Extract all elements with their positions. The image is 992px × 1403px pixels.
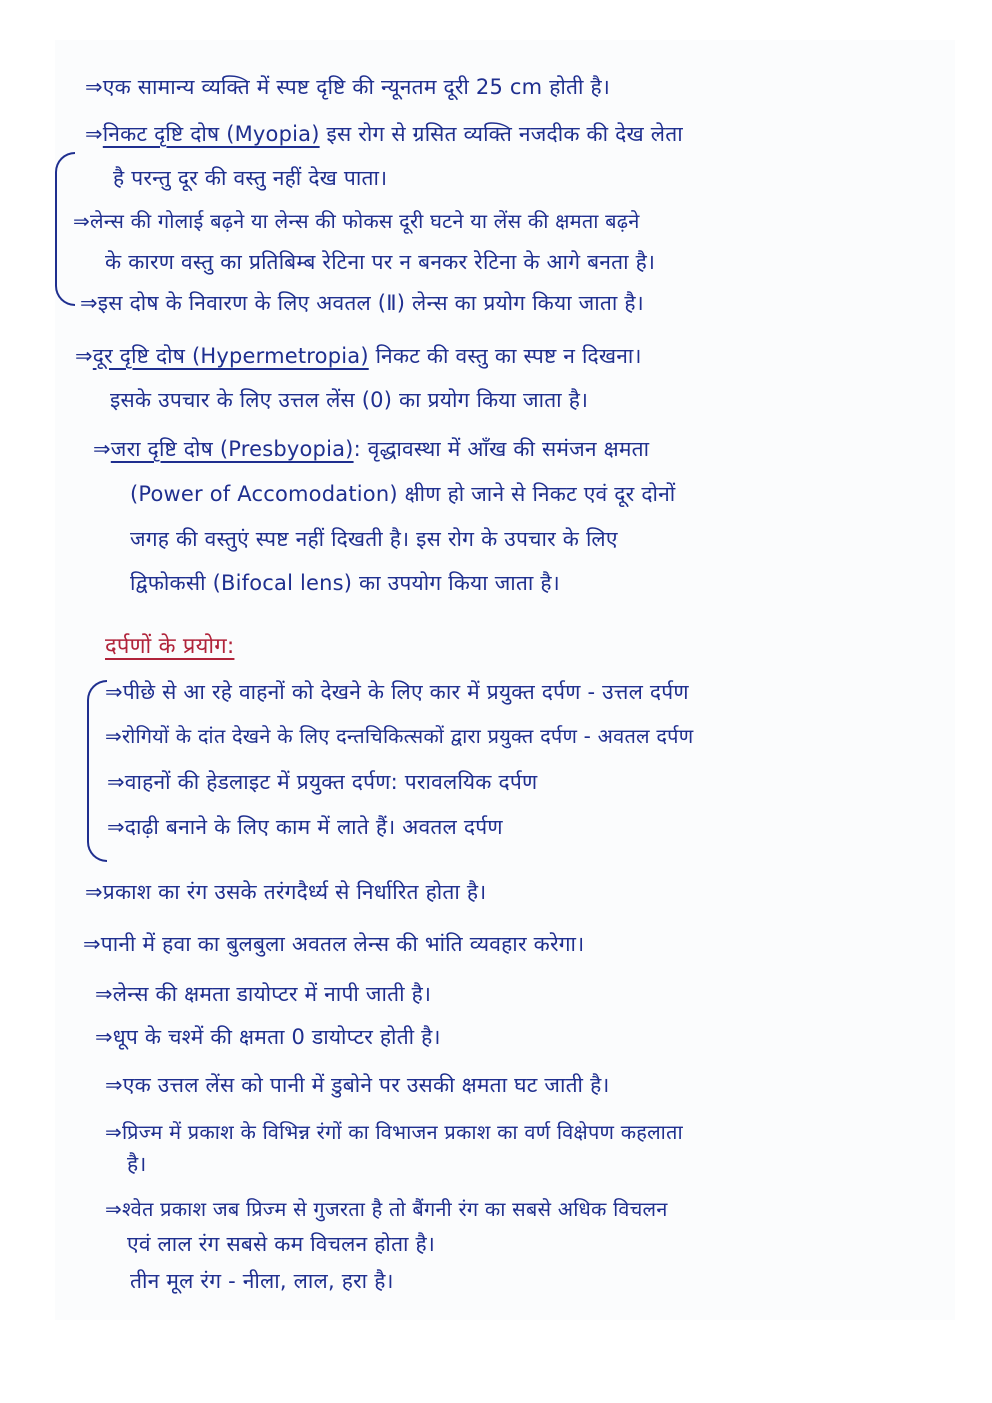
notes-page	[55, 40, 955, 1320]
fact-line: है।	[127, 1152, 147, 1176]
term-presbyopia: जरा दृष्टि दोष (Presbyopia)	[110, 437, 354, 461]
fact-line: एवं लाल रंग सबसे कम विचलन होता है।	[127, 1232, 436, 1256]
note-line: ⇒एक सामान्य व्यक्ति में स्पष्ट दृष्टि की न्यूनतम दूरी 25 cm होती है।	[85, 75, 610, 99]
note-text: निकट की वस्तु का स्पष्ट न दिखना।	[368, 344, 642, 368]
fact-line: ⇒लेन्स की क्षमता डायोप्टर में नापी जाती है।	[95, 982, 432, 1006]
note-line-hypermetropia	[75, 342, 642, 370]
note-text: इस रोग से ग्रसित व्यक्ति नजदीक की देख लेता	[319, 122, 683, 146]
note-line-myopia	[85, 120, 683, 148]
note-line: के कारण वस्तु का प्रतिबिम्ब रेटिना पर न बनकर रेटिना के आगे बनता है।	[105, 250, 656, 274]
arrow: ⇒	[75, 344, 93, 368]
fact-line: तीन मूल रंग - नीला, लाल, हरा है।	[130, 1269, 394, 1293]
note-line: इसके उपचार के लिए उत्तल लेंस (0) का प्रयोग किया जाता है।	[110, 388, 589, 412]
arrow: ⇒	[93, 437, 111, 461]
left-brace	[87, 680, 107, 862]
note-line: द्विफोकसी (Bifocal lens) का उपयोग किया जाता है।	[130, 571, 560, 595]
fact-line: ⇒प्रकाश का रंग उसके तरंगदैर्ध्य से निर्धारित होता है।	[85, 880, 487, 904]
note-line-presbyopia	[93, 435, 649, 463]
term-hypermetropia: दूर दृष्टि दोष (Hypermetropia)	[92, 344, 369, 368]
fact-line: ⇒एक उत्तल लेंस को पानी में डुबोने पर उसकी क्षमता घट जाती है।	[105, 1073, 610, 1097]
note-line: जगह की वस्तुएं स्पष्ट नहीं दिखती है। इस रोग के उपचार के लिए	[130, 527, 618, 551]
mirror-use-line: ⇒वाहनों की हेडलाइट में प्रयुक्त दर्पण: परावलयिक दर्पण	[107, 770, 538, 794]
term-myopia: निकट दृष्टि दोष (Myopia)	[102, 122, 320, 146]
fact-line: ⇒पानी में हवा का बुलबुला अवतल लेन्स की भांति व्यवहार करेगा।	[83, 932, 585, 956]
fact-line: ⇒प्रिज्म में प्रकाश के विभिन्न रंगों का विभाजन प्रकाश का वर्ण विक्षेपण कहलाता	[105, 1120, 683, 1144]
note-line: (Power of Accomodation) क्षीण हो जाने से निकट एवं दूर दोनों	[130, 482, 676, 506]
note-line: ⇒लेन्स की गोलाई बढ़ने या लेन्स की फोकस दूरी घटने या लेंस की क्षमता बढ़ने	[73, 209, 640, 233]
arrow: ⇒	[85, 122, 103, 146]
mirror-use-line: ⇒पीछे से आ रहे वाहनों को देखने के लिए कार में प्रयुक्त दर्पण - उत्तल दर्पण	[105, 680, 689, 704]
left-brace	[55, 152, 75, 306]
note-line: है परन्तु दूर की वस्तु नहीं देख पाता।	[113, 166, 388, 190]
mirror-use-line: ⇒रोगियों के दांत देखने के लिए दन्तचिकित्सकों द्वारा प्रयुक्त दर्पण - अवतल दर्पण	[105, 724, 694, 748]
fact-line: ⇒श्वेत प्रकाश जब प्रिज्म से गुजरता है तो बैंगनी रंग का सबसे अधिक विचलन	[105, 1197, 668, 1221]
note-text: : वृद्धावस्था में आँख की समंजन क्षमता	[353, 437, 650, 461]
mirror-use-line: ⇒दाढ़ी बनाने के लिए काम में लाते हैं। अवतल दर्पण	[107, 815, 503, 839]
fact-line: ⇒धूप के चश्में की क्षमता 0 डायोप्टर होती है।	[95, 1025, 441, 1049]
note-line: ⇒इस दोष के निवारण के लिए अवतल (Ⅱ) लेन्स का प्रयोग किया जाता है।	[80, 291, 644, 315]
section-heading-mirrors: दर्पणों के प्रयोग:	[105, 634, 235, 659]
